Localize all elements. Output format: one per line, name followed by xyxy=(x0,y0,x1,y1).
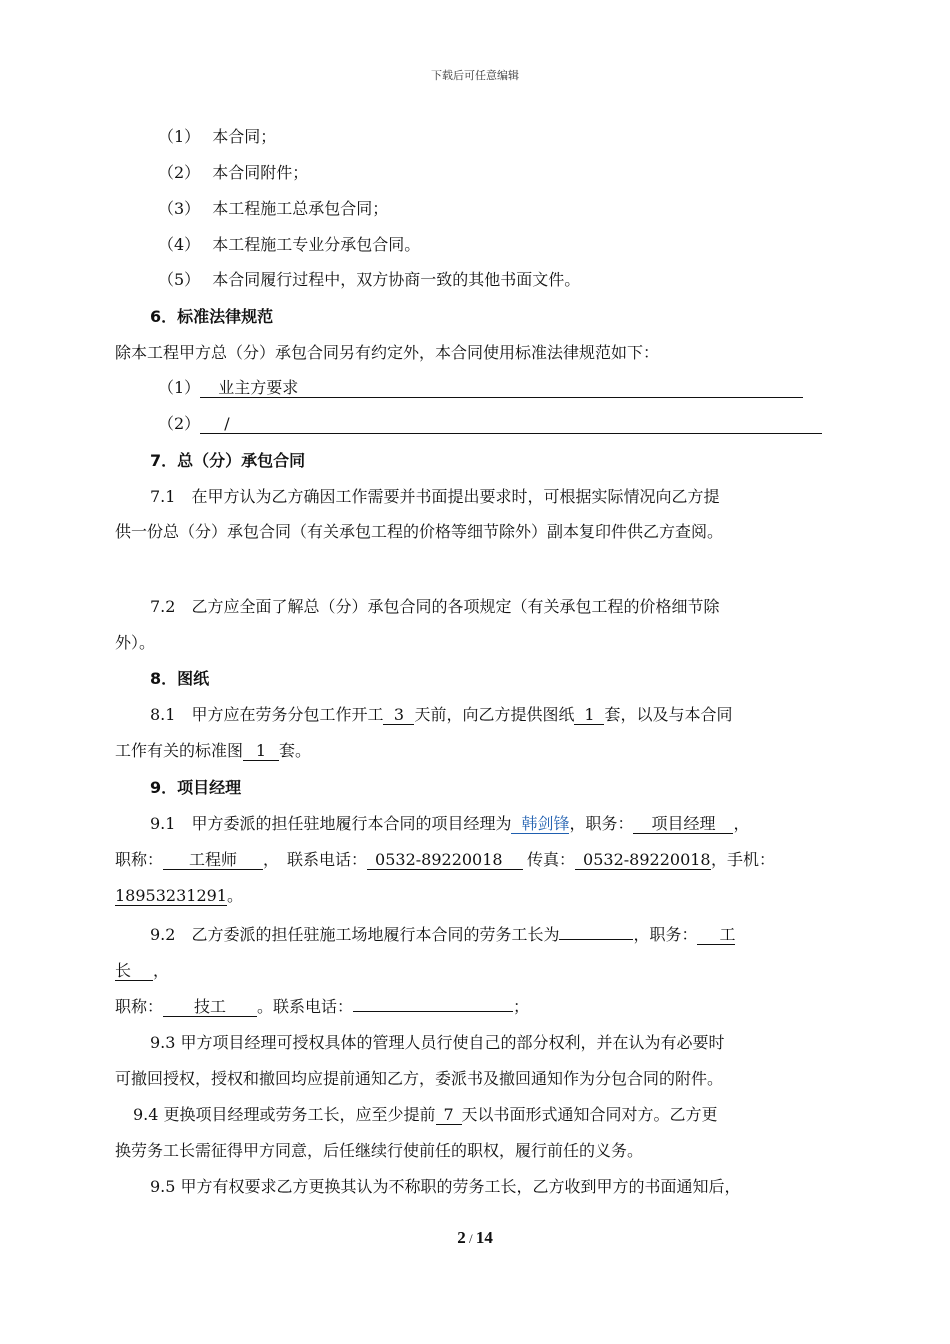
list-number: （1） xyxy=(158,127,201,146)
section-6-heading: 6．标准法律规范 xyxy=(150,307,274,326)
section-8-heading: 8．图纸 xyxy=(150,669,210,688)
text-segment: 天以书面形式通知合同对方。乙方更 xyxy=(461,1105,718,1124)
paragraph-8-1-line-1 xyxy=(150,705,732,725)
section-9-heading: 9．项目经理 xyxy=(150,778,242,797)
standard-value-2: / xyxy=(200,415,822,434)
text-segment: 。 xyxy=(226,886,243,905)
foreman-title-value: 技工 xyxy=(163,998,257,1017)
section-6-intro: 除本工程甲方总（分）承包合同另有约定外，本合同使用标准法律规范如下： xyxy=(115,343,660,362)
list-item xyxy=(158,235,420,255)
paragraph-7-1-line-1: 7.1 在甲方认为乙方确因工作需要并书面提出要求时，可根据实际情况向乙方提 xyxy=(150,487,720,506)
manager-tel-value: 0532-89220018 xyxy=(367,851,523,870)
manager-name-link[interactable]: 韩剑锋 xyxy=(511,815,569,834)
paragraph-9-5-line-1: 9.5 甲方有权要求乙方更换其认为不称职的劳务工长，乙方收到甲方的书面通知后， xyxy=(150,1177,741,1196)
text-segment: 工作有关的标准图 xyxy=(115,741,244,760)
paragraph-9-3-line-2: 可撤回授权，授权和撤回均应提前通知乙方，委派书及撤回通知作为分包合同的附件。 xyxy=(115,1069,724,1088)
list-number: （5） xyxy=(158,270,201,289)
standard-drawing-sets-value: 1 xyxy=(243,742,279,761)
paragraph-9-2-line-1 xyxy=(150,925,735,945)
current-page: 2 xyxy=(457,1228,466,1247)
text-segment: ，职务： xyxy=(569,814,634,833)
paragraph-9-4-line-1 xyxy=(133,1105,718,1125)
standard-value-1: 业主方要求 xyxy=(200,379,803,398)
paragraph-7-2-line-1: 7.2 乙方应全面了解总（分）承包合同的各项规定（有关承包工程的价格细节除 xyxy=(150,597,720,616)
list-item xyxy=(158,163,308,183)
paragraph-9-2-line-2 xyxy=(115,961,169,981)
paragraph-9-2-line-3 xyxy=(115,997,529,1017)
text-segment: 职称： xyxy=(115,997,164,1016)
text-segment: 。联系电话： xyxy=(257,997,354,1016)
foreman-post-value-part-1: 工 xyxy=(697,926,735,945)
notice-days-value: 7 xyxy=(436,1106,462,1125)
paragraph-9-4-line-2: 换劳务工长需征得甲方同意，后任继续行使前任的职权，履行前任的义务。 xyxy=(115,1141,644,1160)
total-pages: 14 xyxy=(475,1228,493,1247)
list-item xyxy=(158,270,580,290)
manager-post-value: 项目经理 xyxy=(633,815,733,834)
text-segment: ，职务： xyxy=(633,925,698,944)
paragraph-9-1-line-3 xyxy=(115,886,243,906)
standard-item-2 xyxy=(158,414,822,434)
paragraph-8-1-line-2 xyxy=(115,741,311,761)
paragraph-7-2-line-2: 外）。 xyxy=(115,633,156,652)
drawing-sets-value: 1 xyxy=(574,706,604,725)
list-text: 本合同； xyxy=(212,127,277,146)
list-text: 本工程施工总承包合同； xyxy=(212,199,389,218)
text-segment: 职称： xyxy=(115,850,164,869)
text-segment: 9.2 乙方委派的担任驻施工场地履行本合同的劳务工长为 xyxy=(150,925,560,944)
list-number: （3） xyxy=(158,199,201,218)
page-header: 下载后可任意编辑 xyxy=(431,69,519,82)
paragraph-9-1-line-2 xyxy=(115,850,775,870)
list-text: 本工程施工专业分承包合同。 xyxy=(212,235,421,254)
foreman-post-value-part-2: 长 xyxy=(115,962,153,981)
foreman-tel-blank xyxy=(353,1011,513,1012)
text-segment: ，手机： xyxy=(711,850,776,869)
text-segment: 9.1 甲方委派的担任驻地履行本合同的项目经理为 xyxy=(150,814,512,833)
text-segment: 传真： xyxy=(527,850,576,869)
manager-mobile-value: 18953231291 xyxy=(115,886,227,905)
foreman-name-blank xyxy=(559,939,633,940)
text-segment: ， 联系电话： xyxy=(263,850,368,869)
standard-item-1 xyxy=(158,378,803,398)
paragraph-9-3-line-1: 9.3 甲方项目经理可授权具体的管理人员行使自己的部分权利，并在认为有必要时 xyxy=(150,1033,725,1052)
list-item xyxy=(158,127,276,147)
text-segment: 套，以及与本合同 xyxy=(604,705,733,724)
list-number: （1） xyxy=(158,378,201,397)
page-separator: / xyxy=(465,1231,476,1246)
section-7-heading: 7．总（分）承包合同 xyxy=(150,451,306,470)
text-segment: ， xyxy=(733,814,750,833)
manager-fax-value: 0532-89220018 xyxy=(575,851,711,870)
list-number: （2） xyxy=(158,163,201,182)
text-segment: 8.1 甲方应在劳务分包工作开工 xyxy=(150,705,384,724)
text-segment: 9.4 更换项目经理或劳务工长，应至少提前 xyxy=(133,1105,436,1124)
manager-title-value: 工程师 xyxy=(163,851,263,870)
paragraph-7-1-line-2: 供一份总（分）承包合同（有关承包工程的价格等细节除外）副本复印件供乙方查阅。 xyxy=(115,522,724,541)
list-item xyxy=(158,199,388,219)
list-number: （4） xyxy=(158,235,201,254)
text-segment: ； xyxy=(513,997,530,1016)
page-number xyxy=(0,1228,950,1248)
text-segment: 套。 xyxy=(279,741,312,760)
paragraph-9-1-line-1 xyxy=(150,814,750,834)
list-text: 本合同履行过程中，双方协商一致的其他书面文件。 xyxy=(212,270,581,289)
list-text: 本合同附件； xyxy=(212,163,309,182)
list-number: （2） xyxy=(158,414,201,433)
text-segment: 天前，向乙方提供图纸 xyxy=(414,705,575,724)
lead-days-value: 3 xyxy=(383,706,414,725)
text-segment: ， xyxy=(153,961,170,980)
